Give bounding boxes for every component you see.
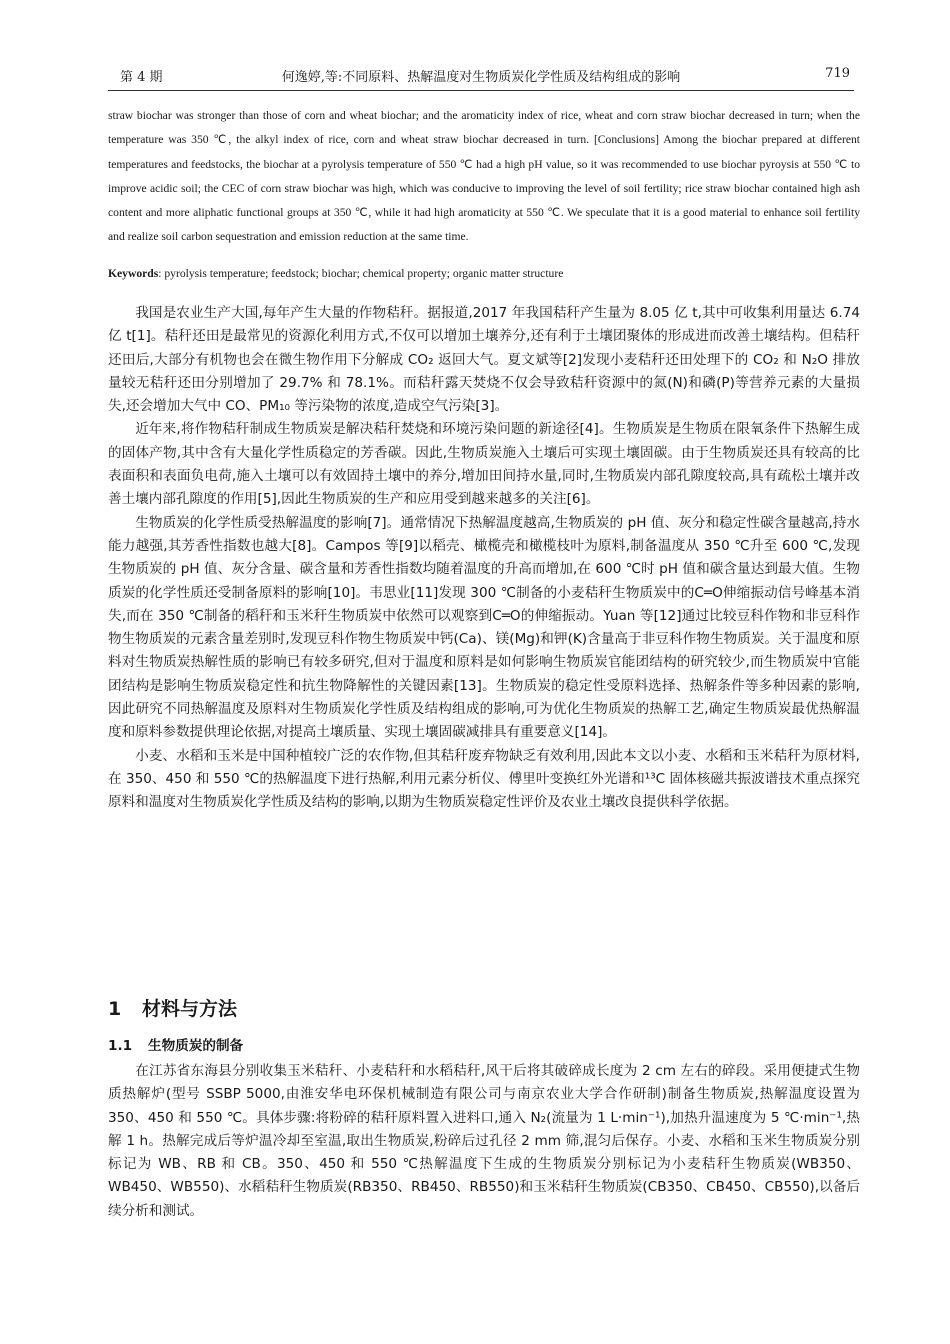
subsection-number: 1.1: [108, 1038, 133, 1054]
paragraph: 我国是农业生产大国,每年产生大量的作物秸秆。据报道,2017 年我国秸秆产生量为 8.05 亿 t,其中可收集利用量达 6.74 亿 t[1]。秸秆还田是最常见的资源化利用方式,不仅可以增加土壤养分,还有利于土壤团聚体的形成进而改善土壤结构。但秸秆还田后,大部分有机物也会在微生物作用下分解成 CO₂ 返回大气。夏文斌等[2]发现小麦秸秆还田处理下的 CO₂ 和 N₂O 排放量较无秸秆还田分别增加了 29.7% 和 78.1%。而秸秆露天焚烧不仅会导致秸秆资源中的氮(N)和磷(P)等营养元素的大量损失,还会增加大气中 CO、PM₁₀ 等污染物的浓度,造成空气污染[3]。: [108, 305, 860, 415]
page-number: 719: [825, 66, 850, 81]
keywords-text: : pyrolysis temperature; feedstock; biochar; chemical property; organic matter structure: [158, 267, 564, 280]
keywords-line: [108, 264, 860, 284]
section-title: 材料与方法: [142, 998, 238, 1020]
paragraph: 小麦、水稻和玉米是中国种植较广泛的农作物,但其秸秆废弃物缺乏有效利用,因此本文以小麦、水稻和玉米秸秆为原材料,在 350、450 和 550 ℃的热解温度下进行热解,利用元素分析仪、傅里叶变换红外光谱和¹³C 固体核磁共振波谱技术重点探究原料和温度对生物质炭化学性质及结构的影响,以期为生物质炭稳定性评价及农业土壤改良提供科学依据。: [108, 747, 860, 811]
running-header: [108, 66, 854, 88]
subsection-heading: [108, 1034, 243, 1054]
conclusions-label: [Conclusions]: [593, 133, 659, 147]
paragraph: 近年来,将作物秸秆制成生物质炭是解决秸秆焚烧和环境污染问题的新途径[4]。生物质炭是生物质在限氧条件下热解生成的固体产物,其中含有大量化学性质稳定的芳香碳。因此,生物质炭施入土壤后可实现土壤固碳。由于生物质炭还具有较高的比表面积和表面负电荷,施入土壤可以有效固持土壤中的养分,增加田间持水量,同时,生物质炭内部孔隙度较高,具有疏松土壤并改善土壤内部孔隙度的作用[5],因此生物质炭的生产和应用受到越来越多的关注[6]。: [108, 421, 860, 508]
methods-section: [108, 1060, 860, 1223]
abstract-conclusions: Among the biochar prepared at different temperatures and feedstocks, the biochar at a pyrolysis temperature of 550 ℃ had a high pH value, so it was recommended to use biochar pyroysis at 550 ℃ to improve acidic soil; the CEC of corn straw biochar was high, which was conducive to improving the level of soil fertility; rice straw biochar contained high ash content and more aliphatic functional groups at 350 ℃, while it had high aromaticity at 550 ℃. We speculate that it is a good material to enhance soil fertility and realize soil carbon sequestration and emission reduction at the same time.: [108, 133, 860, 244]
introduction: [108, 302, 860, 815]
subsection-title: 生物质炭的制备: [148, 1038, 244, 1054]
section-heading: [108, 994, 237, 1021]
english-abstract: [108, 104, 860, 250]
header-rule: [108, 90, 854, 91]
issue-label: 第 4 期: [120, 70, 163, 85]
paragraph: 生物质炭的化学性质受热解温度的影响[7]。通常情况下热解温度越高,生物质炭的 pH 值、灰分和稳定性碳含量越高,持水能力越强,其芳香性指数也越大[8]。Campos 等[9]以稻壳、橄榄壳和橄榄枝叶为原料,制备温度从 350 ℃升至 600 ℃,发现生物质炭的 pH 值、灰分含量、碳含量和芳香性指数均随着温度的升高而增加,在 600 ℃时 pH 值和碳含量达到最大值。生物质炭的化学性质还受制备原料的影响[10]。韦思业[11]发现 300 ℃制备的小麦秸秆生物质炭中的C═O伸缩振动信号峰基本消失,而在 350 ℃制备的稻秆和玉米秆生物质炭中依然可以观察到C═O的伸缩振动。Yuan 等[12]通过比较豆科作物和非豆科作物生物质炭的元素含量差别时,发现豆科作物生物质炭中钙(Ca)、镁(Mg)和钾(K)含量高于非豆科作物生物质炭。关于温度和原料对生物质炭热解性质的影响已有较多研究,但对于温度和原料是如何影响生物质炭官能团结构的研究较少,而生物质炭中官能团结构是影响生物质炭稳定性和抗生物降解性的关键因素[13]。生物质炭的稳定性受原料选择、热解条件等多种因素的影响,因此研究不同热解温度及原料对生物质炭化学性质及结构组成的影响,可为优化生物质炭的热解工艺,确定生物质炭最优热解温度和原料参数提供理论依据,对提高土壤质量、实现土壤固碳减排具有重要意义[14]。: [108, 514, 860, 741]
paragraph: 在江苏省东海县分别收集玉米秸秆、小麦秸秆和水稻秸秆,风干后将其破碎成长度为 2 cm 左右的碎段。采用便捷式生物质热解炉(型号 SSBP 5000,由淮安华电环保机械制造有限公司与南京农业大学合作研制)制备生物质炭,热解温度设置为 350、450 和 550 ℃。具体步骤:将粉碎的秸秆原料置入进料口,通入 N₂(流量为 1 L·min⁻¹),加热升温速度为 5 ℃·min⁻¹,热解 1 h。热解完成后等炉温冷却至室温,取出生物质炭,粉碎后过孔径 2 mm 筛,混匀后保存。小麦、水稻和玉米生物质炭分别标记为 WB、RB 和 CB。350、450 和 550 ℃热解温度下生成的生物质炭分别标记为小麦秸秆生物质炭(WB350、WB450、WB550)、水稻秸秆生物质炭(RB350、RB450、RB550)和玉米秸秆生物质炭(CB350、CB450、CB550),以备后续分析和测试。: [108, 1063, 860, 1219]
keywords-label: Keywords: [108, 267, 159, 280]
running-title: 何逸婷,等:不同原料、热解温度对生物质炭化学性质及结构组成的影响: [281, 70, 681, 85]
abstract-results-continued: straw biochar was stronger than those of corn and wheat biochar; and the aromaticity index of rice, wheat and corn straw biochar decreased in turn; when the temperature was 350 ℃, the alkyl index of rice, corn and wheat straw biochar decreased in turn.: [108, 109, 860, 147]
section-number: 1: [108, 998, 122, 1020]
